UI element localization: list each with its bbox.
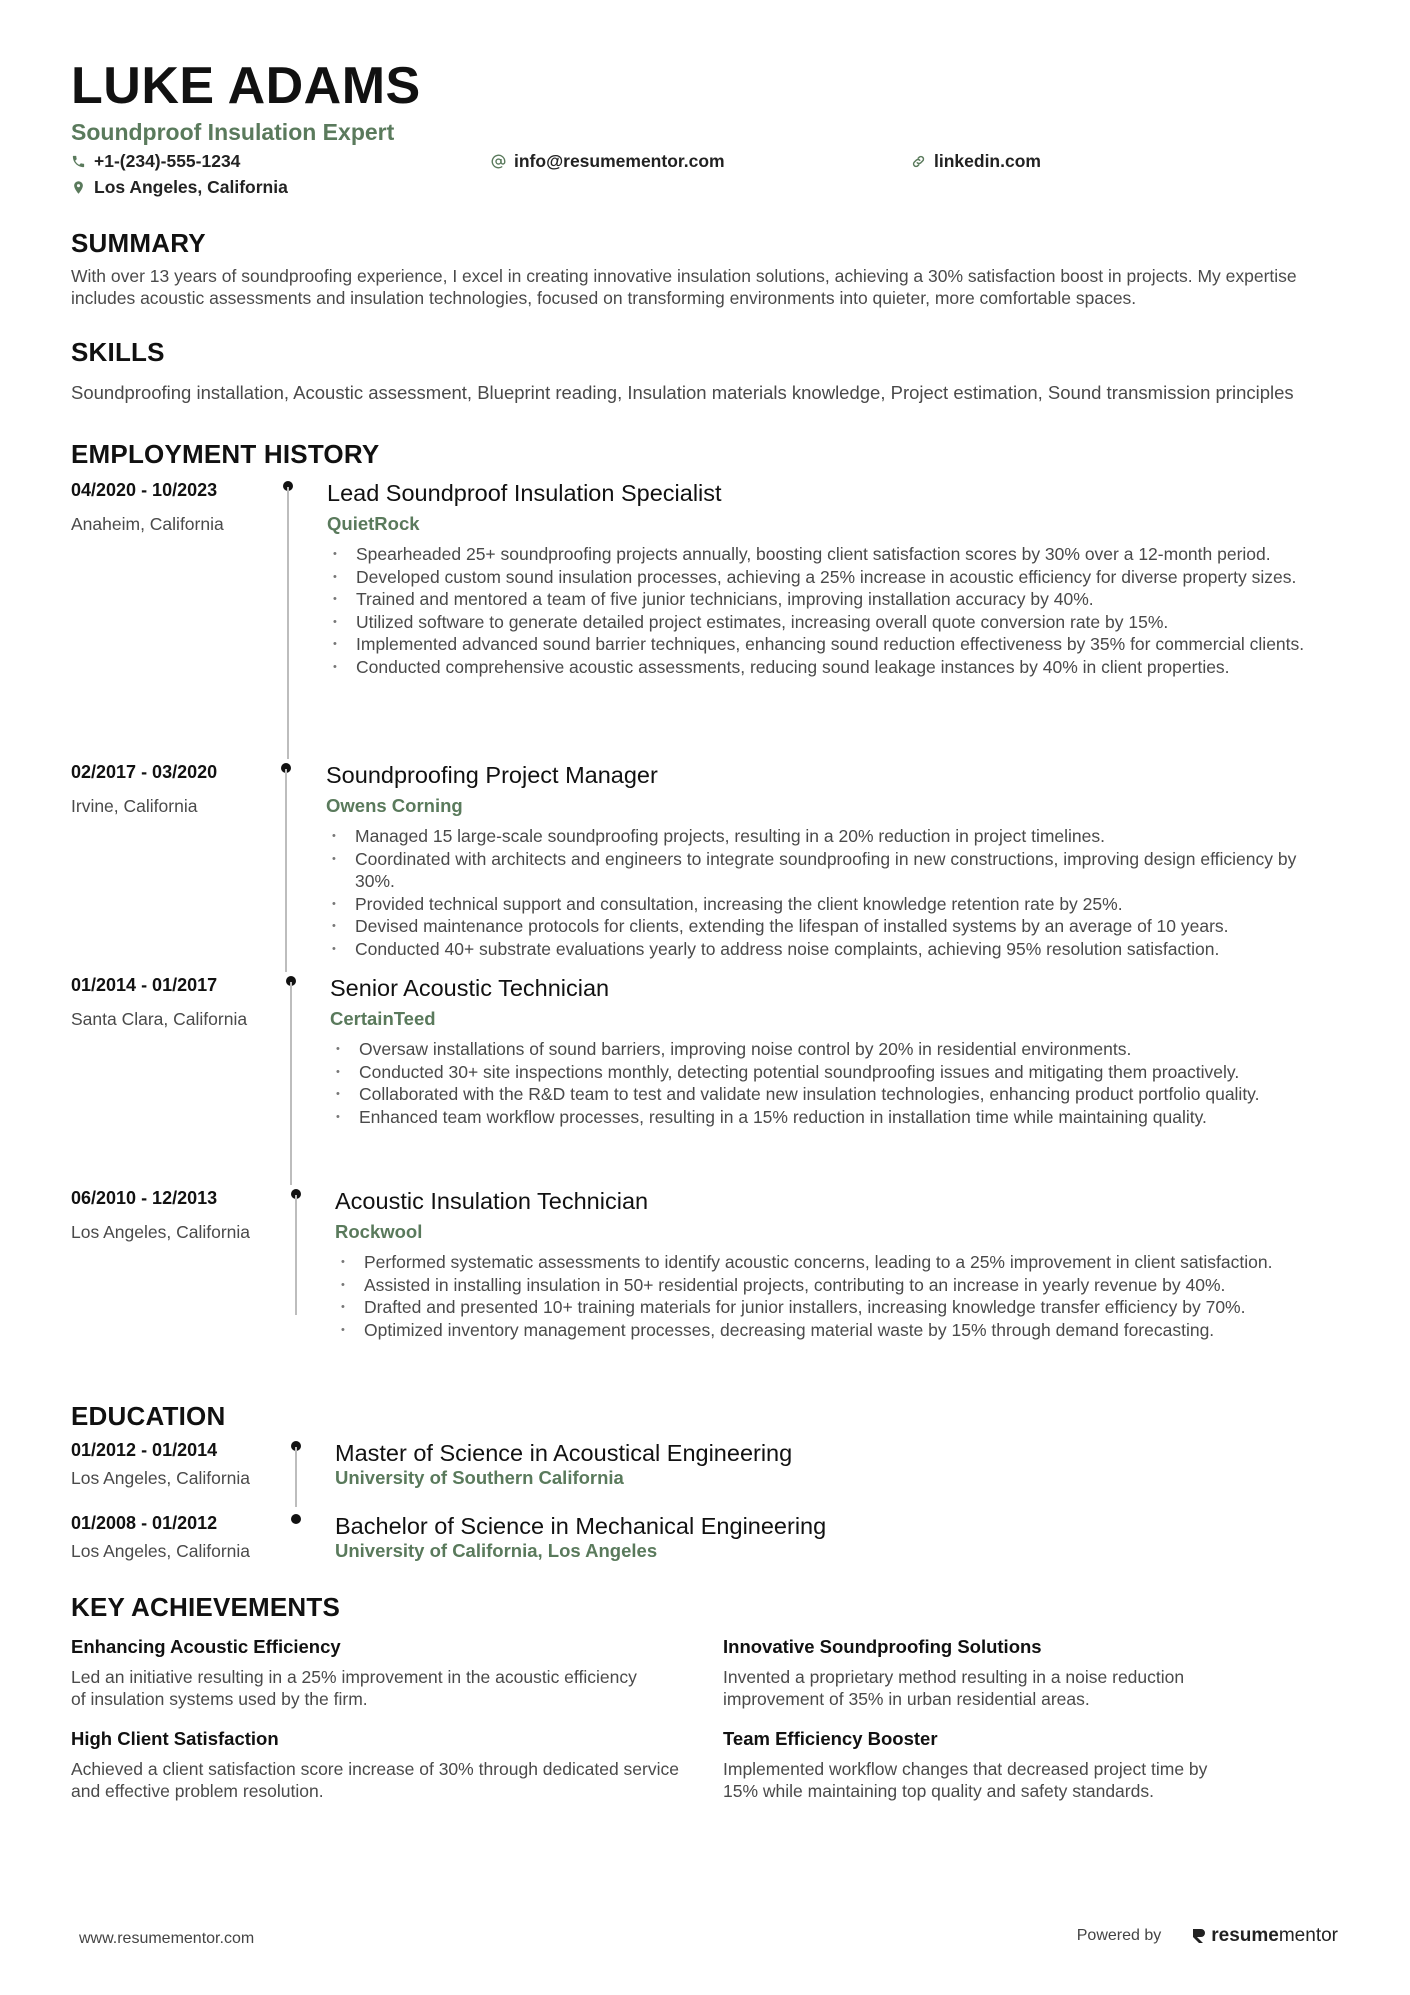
contact-info [71,150,1340,198]
candidate-title: Soundproof Insulation Expert [71,119,395,145]
achievement-title: Team Efficiency Booster [723,1728,938,1749]
job-bullet: • Developed custom sound insulation processes, achieving a 25% increase in acoustic efficiency for diverse property sizes. [327,566,1340,589]
education-school: University of California, Los Angeles [335,1540,658,1561]
achievement-desc: Implemented workflow changes that decreased project time by 15% while maintaining top quality and safety standards. [723,1759,1208,1801]
job-entry [71,974,1340,1187]
job-title: Acoustic Insulation Technician [335,1188,649,1214]
job-bullet: • Optimized inventory management processes, decreasing material waste by 15% through demand forecasting. [335,1319,1340,1342]
linkedin-contact[interactable] [911,150,1211,172]
education-dates: 01/2012 - 01/2014 [71,1440,218,1460]
job-bullet: • Oversaw installations of sound barriers, improving noise control by 20% in residential environments. [330,1038,1340,1061]
job-bullet: • Trained and mentored a team of five junior technicians, improving installation accuracy by 40%. [327,588,1340,611]
brand-logo[interactable] [1191,1925,1338,1947]
timeline-line [290,982,292,1185]
job-company: Rockwool [335,1221,423,1242]
location-text: Los Angeles, California [94,177,288,197]
job-location: Irvine, California [71,796,198,816]
employment-timeline [71,479,1340,1387]
email-contact[interactable] [491,150,911,172]
job-bullet: • Conducted 30+ site inspections monthly, detecting potential soundproofing issues and mitigating them proactively. [330,1061,1340,1084]
job-entry [71,1187,1340,1387]
achievement-title: Enhancing Acoustic Efficiency [71,1636,341,1657]
phone-icon [71,154,86,169]
achievement-desc: Achieved a client satisfaction score increase of 30% through dedicated service and effective problem resolution. [71,1759,679,1801]
candidate-name: LUKE ADAMS [71,57,421,115]
resumementor-logo-icon [1191,1927,1207,1945]
job-location: Los Angeles, California [71,1222,250,1242]
job-bullet: • Spearheaded 25+ soundproofing projects annually, boosting client satisfaction scores by 30% over a 12-month period. [327,543,1340,566]
job-dates: 01/2014 - 01/2017 [71,975,218,995]
footer-branding [1077,1925,1338,1947]
timeline-line [285,769,287,972]
job-title: Lead Soundproof Insulation Specialist [327,480,722,506]
achievement-item [71,1636,723,1710]
achievement-desc: Led an initiative resulting in a 25% improvement in the acoustic efficiency of insulation systems used by the firm. [71,1667,637,1709]
achievements-grid [71,1636,1340,1802]
education-degree: Master of Science in Acoustical Engineering [335,1440,793,1466]
job-location: Anaheim, California [71,514,224,534]
job-bullets [327,543,1340,678]
job-dates: 04/2020 - 10/2023 [71,480,218,500]
job-bullet: • Enhanced team workflow processes, resulting in a 15% reduction in installation time while maintaining quality. [330,1106,1340,1129]
job-bullet: • Drafted and presented 10+ training materials for junior installers, increasing knowledge transfer efficiency by 70%. [335,1296,1340,1319]
summary-text: With over 13 years of soundproofing experience, I excel in creating innovative insulation solutions, achieving a 30% satisfaction boost in projects. My expertise includes acoustic assessments and insulation technologies, focused on transforming environments into quieter, more comfortable spaces. [71,266,1297,308]
phone-text: +1-(234)-555-1234 [94,151,241,171]
link-icon [911,154,926,169]
achievements-heading: KEY ACHIEVEMENTS [71,1592,341,1622]
education-school: University of Southern California [335,1467,624,1488]
job-bullets [335,1251,1340,1341]
job-bullet: • Conducted 40+ substrate evaluations yearly to address noise complaints, achieving 95% resolution satisfaction. [326,938,1340,961]
employment-heading: EMPLOYMENT HISTORY [71,439,380,469]
job-company: CertainTeed [330,1008,436,1029]
job-bullet: • Conducted comprehensive acoustic assessments, reducing sound leakage instances by 40% in client properties. [327,656,1340,679]
job-bullet: • Implemented advanced sound barrier techniques, enhancing sound reduction effectiveness by 35% for commercial clients. [327,633,1340,656]
education-entry [71,1439,1340,1512]
education-list [71,1439,1340,1582]
education-dates: 01/2008 - 01/2012 [71,1513,218,1533]
education-location: Los Angeles, California [71,1541,250,1561]
at-icon [491,154,506,169]
skills-heading: SKILLS [71,337,165,367]
job-bullet: • Assisted in installing insulation in 50+ residential projects, contributing to an increase in yearly revenue by 40%. [335,1274,1340,1297]
job-dates: 06/2010 - 12/2013 [71,1188,218,1208]
job-entry [71,761,1340,974]
brand-bold: resume [1211,1925,1279,1946]
location-contact [71,176,491,198]
education-degree: Bachelor of Science in Mechanical Engineering [335,1513,827,1539]
job-title: Senior Acoustic Technician [330,975,610,1001]
job-company: Owens Corning [326,795,463,816]
powered-by-text: Powered by [1076,1927,1162,1944]
brand-rest: mentor [1278,1925,1338,1946]
phone-contact[interactable] [71,150,491,172]
job-entry [71,479,1340,761]
job-title: Soundproofing Project Manager [326,762,658,788]
job-company: QuietRock [327,513,420,534]
job-bullet: • Performed systematic assessments to identify acoustic concerns, leading to a 25% improvement in client satisfaction. [335,1251,1340,1274]
job-bullets [330,1038,1340,1128]
job-bullet: • Coordinated with architects and engineers to integrate soundproofing in new constructions, improving design efficiency by 30%. [326,848,1340,893]
education-location: Los Angeles, California [71,1468,250,1488]
job-location: Santa Clara, California [71,1009,248,1029]
achievement-item [723,1636,1343,1710]
achievement-title: Innovative Soundproofing Solutions [723,1636,1042,1657]
timeline-line [295,1195,297,1315]
achievement-title: High Client Satisfaction [71,1728,279,1749]
timeline-line [295,1447,297,1507]
achievement-item [71,1728,723,1802]
footer-website[interactable]: www.resumementor.com [79,1930,255,1947]
location-pin-icon [71,180,86,195]
achievement-desc: Invented a proprietary method resulting in a noise reduction improvement of 35% in urban residential areas. [723,1667,1185,1709]
education-entry [71,1512,1340,1582]
skills-text: Soundproofing installation, Acoustic assessment, Blueprint reading, Insulation materials knowledge, Project estimation, Sound transmission principles [71,382,1294,403]
job-bullets [326,825,1340,960]
email-text: info@resumementor.com [514,151,725,171]
job-dates: 02/2017 - 03/2020 [71,762,218,782]
timeline-dot [291,1514,301,1524]
job-bullet: • Utilized software to generate detailed project estimates, increasing overall quote conversion rate by 15%. [327,611,1340,634]
achievement-item [723,1728,1343,1802]
summary-heading: SUMMARY [71,228,206,258]
education-heading: EDUCATION [71,1401,226,1431]
job-bullet: • Managed 15 large-scale soundproofing projects, resulting in a 20% reduction in project timelines. [326,825,1340,848]
job-bullet: • Collaborated with the R&D team to test and validate new insulation technologies, enhancing product portfolio quality. [330,1083,1340,1106]
timeline-line [287,487,289,759]
linkedin-text: linkedin.com [934,151,1041,171]
job-bullet: • Provided technical support and consultation, increasing the client knowledge retention rate by 25%. [326,893,1340,916]
job-bullet: • Devised maintenance protocols for clients, extending the lifespan of installed systems by an average of 10 years. [326,915,1340,938]
